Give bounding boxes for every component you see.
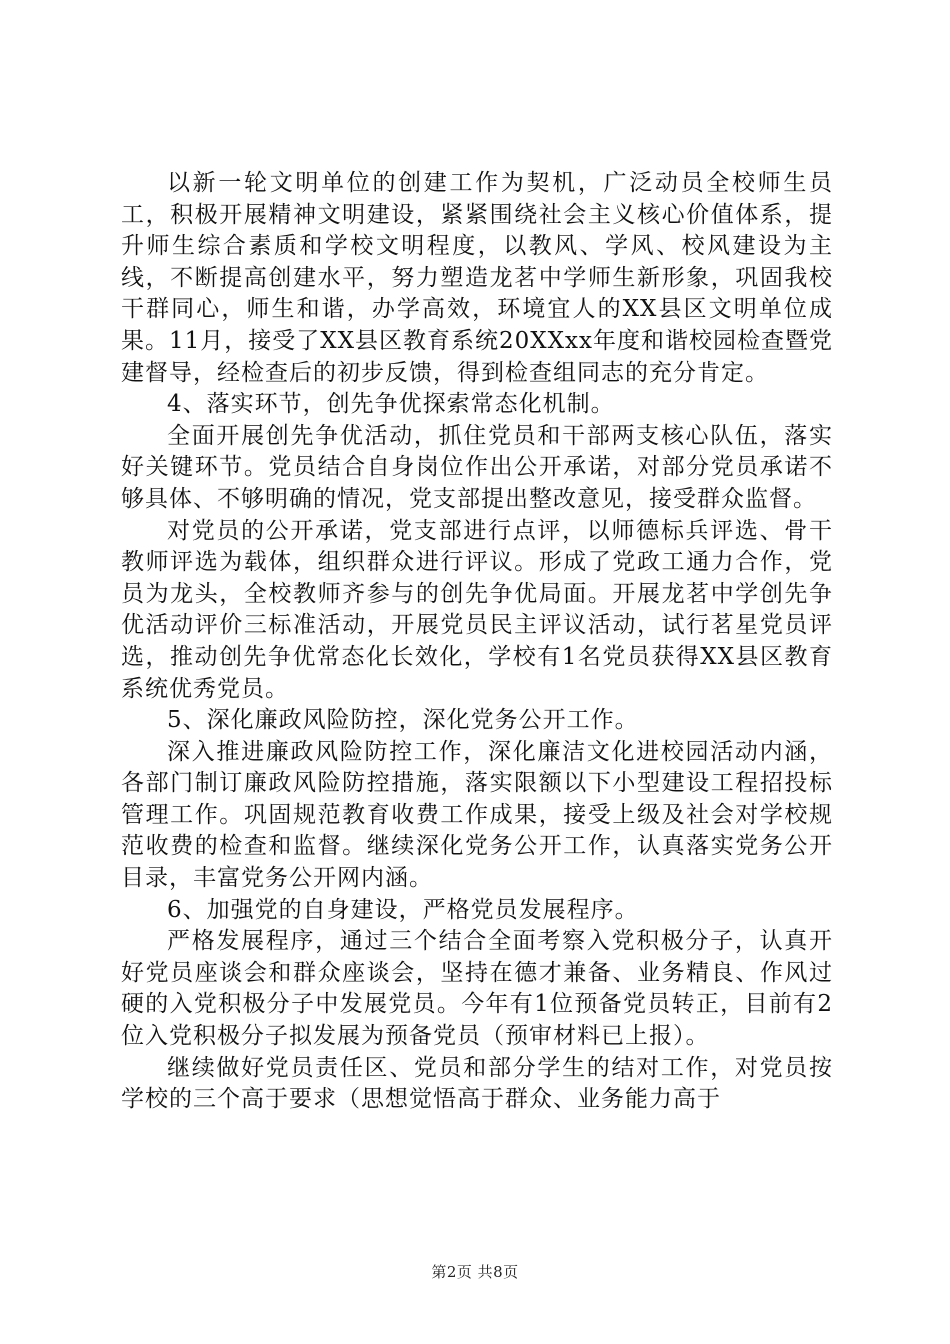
heading-item-5: 5、深化廉政风险防控，深化党务公开工作。: [167, 707, 639, 734]
paragraph-integrity-risk: 深入推进廉政风险防控工作，深化廉洁文化进校园活动内涵，各部门制订廉政风险防控措施，落实限额以下小型建设工程招投标管理工作。巩固规范教育收费工作成果，接受上级及社会对学校规范收费的检查和监督。继续深化党务公开工作，认真落实党务公开目录，丰富党务公开网内涵。: [121, 738, 833, 892]
page-footer: 第2页 共8页: [431, 1263, 519, 1281]
paragraph-civilization-unit: 以新一轮文明单位的创建工作为契机，广泛动员全校师生员工，积极开展精神文明建设，紧紧围绕社会主义核心价值体系，提升师生综合素质和学校文明程度，以教风、学风、校风建设为主线，不断提高创建水平，努力塑造龙茗中学师生新形象，巩固我校干群同心，师生和谐，办学高效，环境宜人的XX县区文明单位成果。11月，接受了XX县区教育系统20XXxx年度和谐校园检查暨党建督导，经检查后的初步反馈，得到检查组同志的充分肯定。: [121, 170, 833, 386]
paragraph-excellence-campaign: 全面开展创先争优活动，抓住党员和干部两支核心队伍，落实好关键环节。党员结合自身岗位作出公开承诺，对部分党员承诺不够具体、不够明确的情况，党支部提出整改意见，接受群众监督。: [121, 422, 833, 512]
heading-item-4: 4、落实环节，创先争优探索常态化机制。: [167, 391, 615, 418]
document-body: [121, 168, 833, 1116]
heading-item-6: 6、加强党的自身建设，严格党员发展程序。: [167, 896, 639, 923]
paragraph-responsibility-area: 继续做好党员责任区、党员和部分学生的结对工作，对党员按学校的三个高于要求（思想觉悟高于群众、业务能力高于: [121, 1054, 833, 1113]
paragraph-member-development: 严格发展程序，通过三个结合全面考察入党积极分子，认真开好党员座谈会和群众座谈会，坚持在德才兼备、业务精良、作风过硬的入党积极分子中发展党员。今年有1位预备党员转正，目前有2位入党积极分子拟发展为预备党员（预审材料已上报）。: [121, 928, 833, 1050]
paragraph-public-commitment: 对党员的公开承诺，党支部进行点评，以师德标兵评选、骨干教师评选为载体，组织群众进行评议。形成了党政工通力合作，党员为龙头，全校教师齐参与的创先争优局面。开展龙茗中学创先争优活动评价三标准活动，开展党员民主评议活动，试行茗星党员评选，推动创先争优常态化长效化，学校有1名党员获得XX县区教育系统优秀党员。: [121, 517, 833, 702]
